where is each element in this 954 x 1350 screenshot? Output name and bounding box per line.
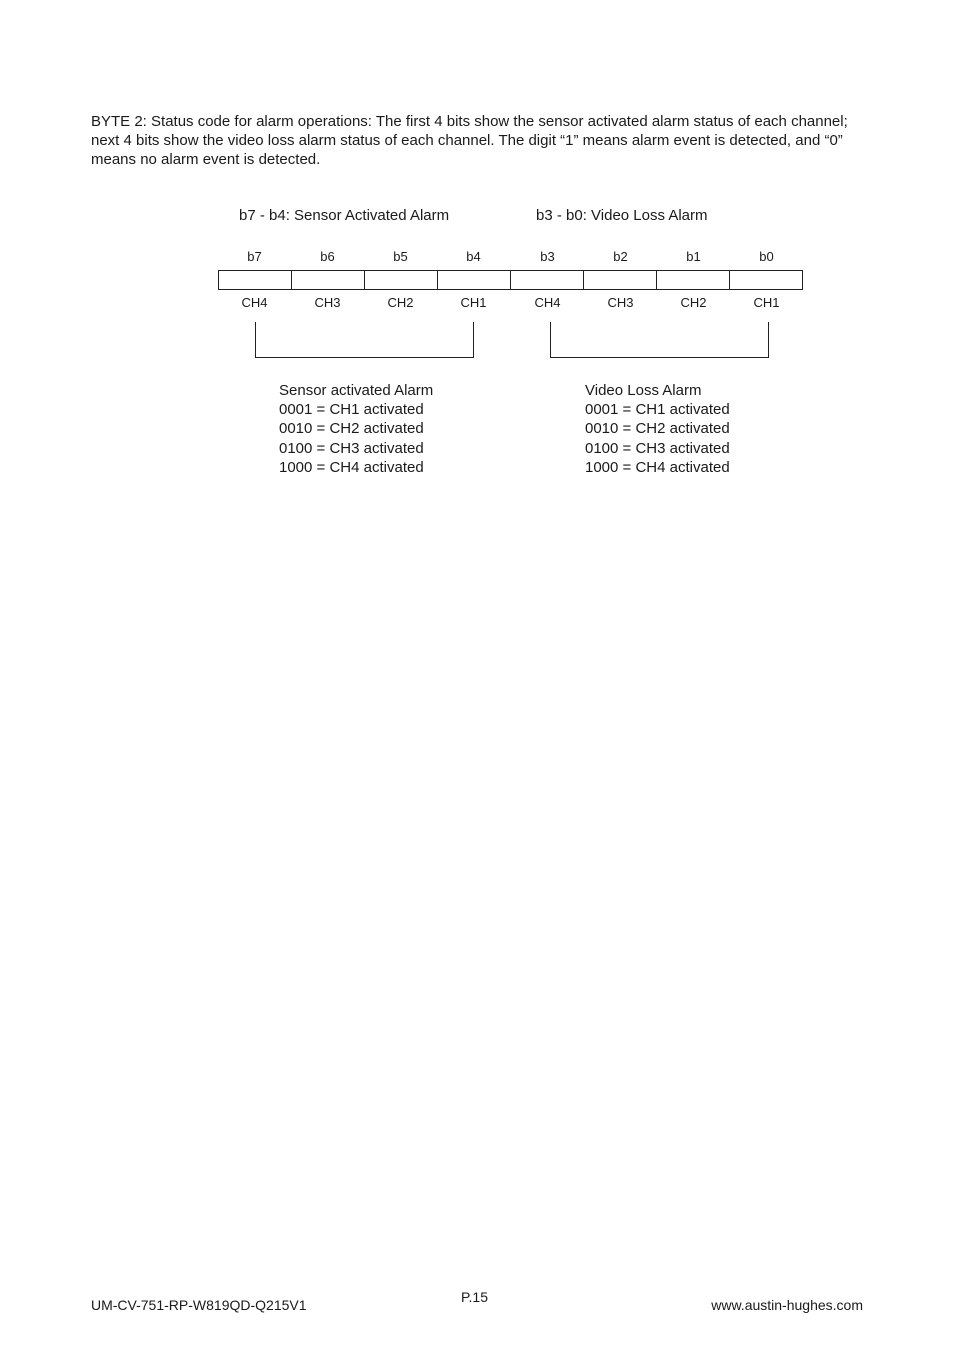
channel-label: CH3 xyxy=(314,295,341,310)
sensor-legend-line: 0001 = CH1 activated xyxy=(279,401,424,419)
bit-cell xyxy=(729,270,803,290)
bit-label-b0: b0 xyxy=(759,249,774,264)
bit-label-b5: b5 xyxy=(393,249,408,264)
video-legend-line: 0001 = CH1 activated xyxy=(585,401,730,419)
bit-cell xyxy=(437,270,511,290)
bit-label-b7: b7 xyxy=(247,249,262,264)
bit-label-b3: b3 xyxy=(540,249,555,264)
footer-doc-id: UM-CV-751-RP-W819QD-Q215V1 xyxy=(91,1297,307,1313)
channel-label: CH1 xyxy=(460,295,487,310)
bit-cell xyxy=(583,270,657,290)
video-legend-title: Video Loss Alarm xyxy=(585,382,702,399)
sensor-legend xyxy=(279,381,433,477)
channel-label: CH1 xyxy=(753,295,780,310)
sensor-legend-line: 1000 = CH4 activated xyxy=(279,458,424,476)
bit-label-b2: b2 xyxy=(613,249,628,264)
footer-page-number: P.15 xyxy=(461,1289,488,1305)
channel-label: CH2 xyxy=(387,295,414,310)
bit-label-b1: b1 xyxy=(686,249,701,264)
bit-cell xyxy=(510,270,584,290)
bit-label-b4: b4 xyxy=(466,249,481,264)
channel-label: CH3 xyxy=(607,295,634,310)
bit-cell xyxy=(364,270,438,290)
channel-label: CH4 xyxy=(534,295,561,310)
bit-cell xyxy=(656,270,730,290)
footer-website: www.austin-hughes.com xyxy=(711,1297,863,1313)
intro-paragraph: BYTE 2: Status code for alarm operations: The first 4 bits show the sensor activated alarm status of each channel; next 4 bits show the video loss alarm status of each channel. The digit “1” means alarm event is detected, and “0” means no alarm event is detected. xyxy=(91,113,848,168)
sensor-group-bracket xyxy=(255,322,474,358)
sensor-legend-line: 0010 = CH2 activated xyxy=(279,420,424,438)
video-group-title: b3 - b0: Video Loss Alarm xyxy=(536,207,708,224)
channel-label: CH2 xyxy=(680,295,707,310)
video-legend xyxy=(585,381,730,477)
bit-cell xyxy=(218,270,292,290)
bit-register xyxy=(218,270,802,290)
sensor-group-title: b7 - b4: Sensor Activated Alarm xyxy=(239,207,450,224)
bit-label-b6: b6 xyxy=(320,249,335,264)
sensor-legend-line: 0100 = CH3 activated xyxy=(279,439,424,457)
video-group-bracket xyxy=(550,322,769,358)
video-legend-line: 1000 = CH4 activated xyxy=(585,458,730,476)
video-legend-line: 0100 = CH3 activated xyxy=(585,439,730,457)
video-legend-line: 0010 = CH2 activated xyxy=(585,420,730,438)
channel-label: CH4 xyxy=(241,295,268,310)
sensor-legend-title: Sensor activated Alarm xyxy=(279,382,434,399)
bit-cell xyxy=(291,270,365,290)
